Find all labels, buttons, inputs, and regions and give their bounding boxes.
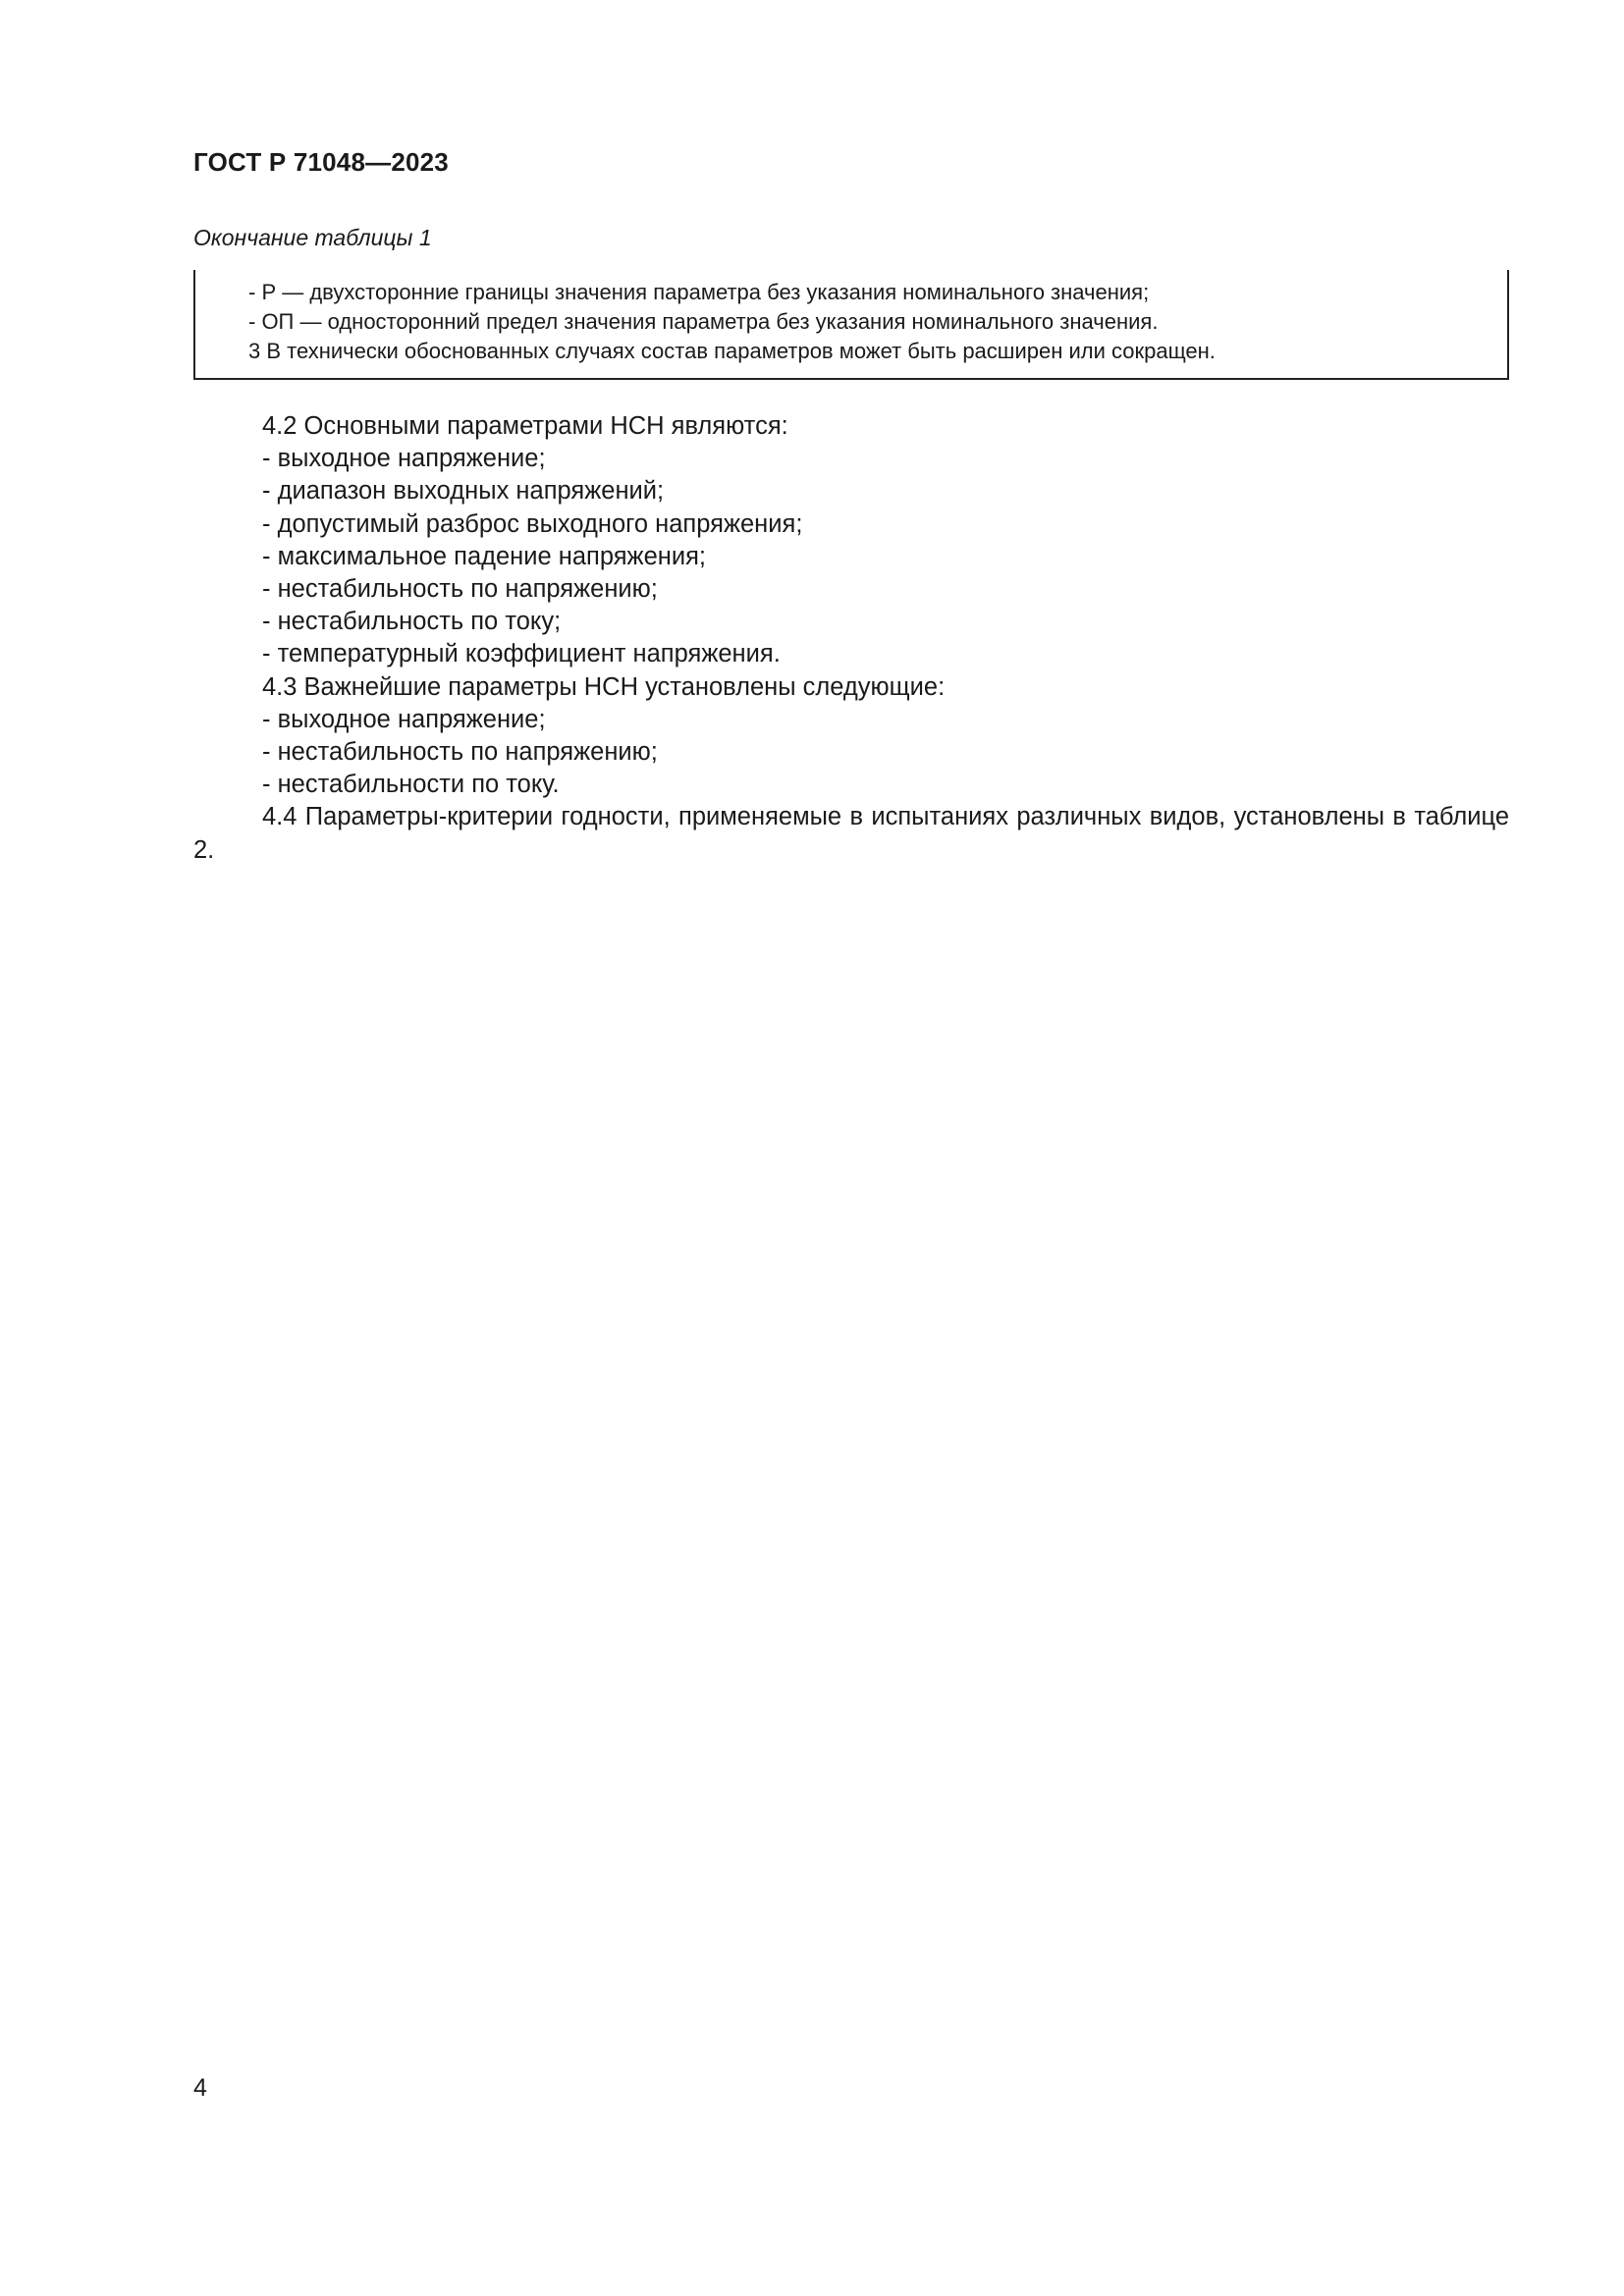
table-notes-box	[193, 270, 1509, 380]
list-item: - нестабильности по току.	[262, 771, 560, 799]
list-item: - максимальное падение напряжения;	[262, 542, 707, 570]
list-item: - температурный коэффициент напряжения.	[262, 640, 781, 668]
table-caption: Окончание таблицы 1	[193, 225, 432, 250]
list-item: - выходное напряжение;	[262, 705, 546, 733]
main-text	[193, 410, 1509, 867]
table-note-line: - Р — двухсторонние границы значения параметра без указания номинального значения;	[248, 280, 1150, 304]
section-4-4-paragraph: 4.4 Параметры-критерии годности, применяемые в испытаниях различных видов, установлены в таблице 2.	[193, 803, 1509, 864]
section-4-3-heading: 4.3 Важнейшие параметры НСН установлены следующие:	[262, 672, 946, 701]
document-header: ГОСТ Р 71048—2023	[193, 147, 449, 177]
page-number: 4	[193, 2074, 207, 2102]
table-note-line: - ОП — односторонний предел значения параметра без указания номинального значения.	[248, 309, 1159, 334]
table-note-line: 3 В технически обоснованных случаях состав параметров может быть расширен или сокращен.	[248, 339, 1216, 363]
list-item: - выходное напряжение;	[262, 445, 546, 473]
list-item: - допустимый разброс выходного напряжения;	[262, 509, 803, 538]
list-item: - нестабильность по напряжению;	[262, 575, 658, 604]
list-item: - диапазон выходных напряжений;	[262, 477, 665, 506]
list-item: - нестабильность по напряжению;	[262, 738, 658, 767]
section-4-2-heading: 4.2 Основными параметрами НСН являются:	[262, 412, 788, 440]
list-item: - нестабильность по току;	[262, 608, 562, 636]
